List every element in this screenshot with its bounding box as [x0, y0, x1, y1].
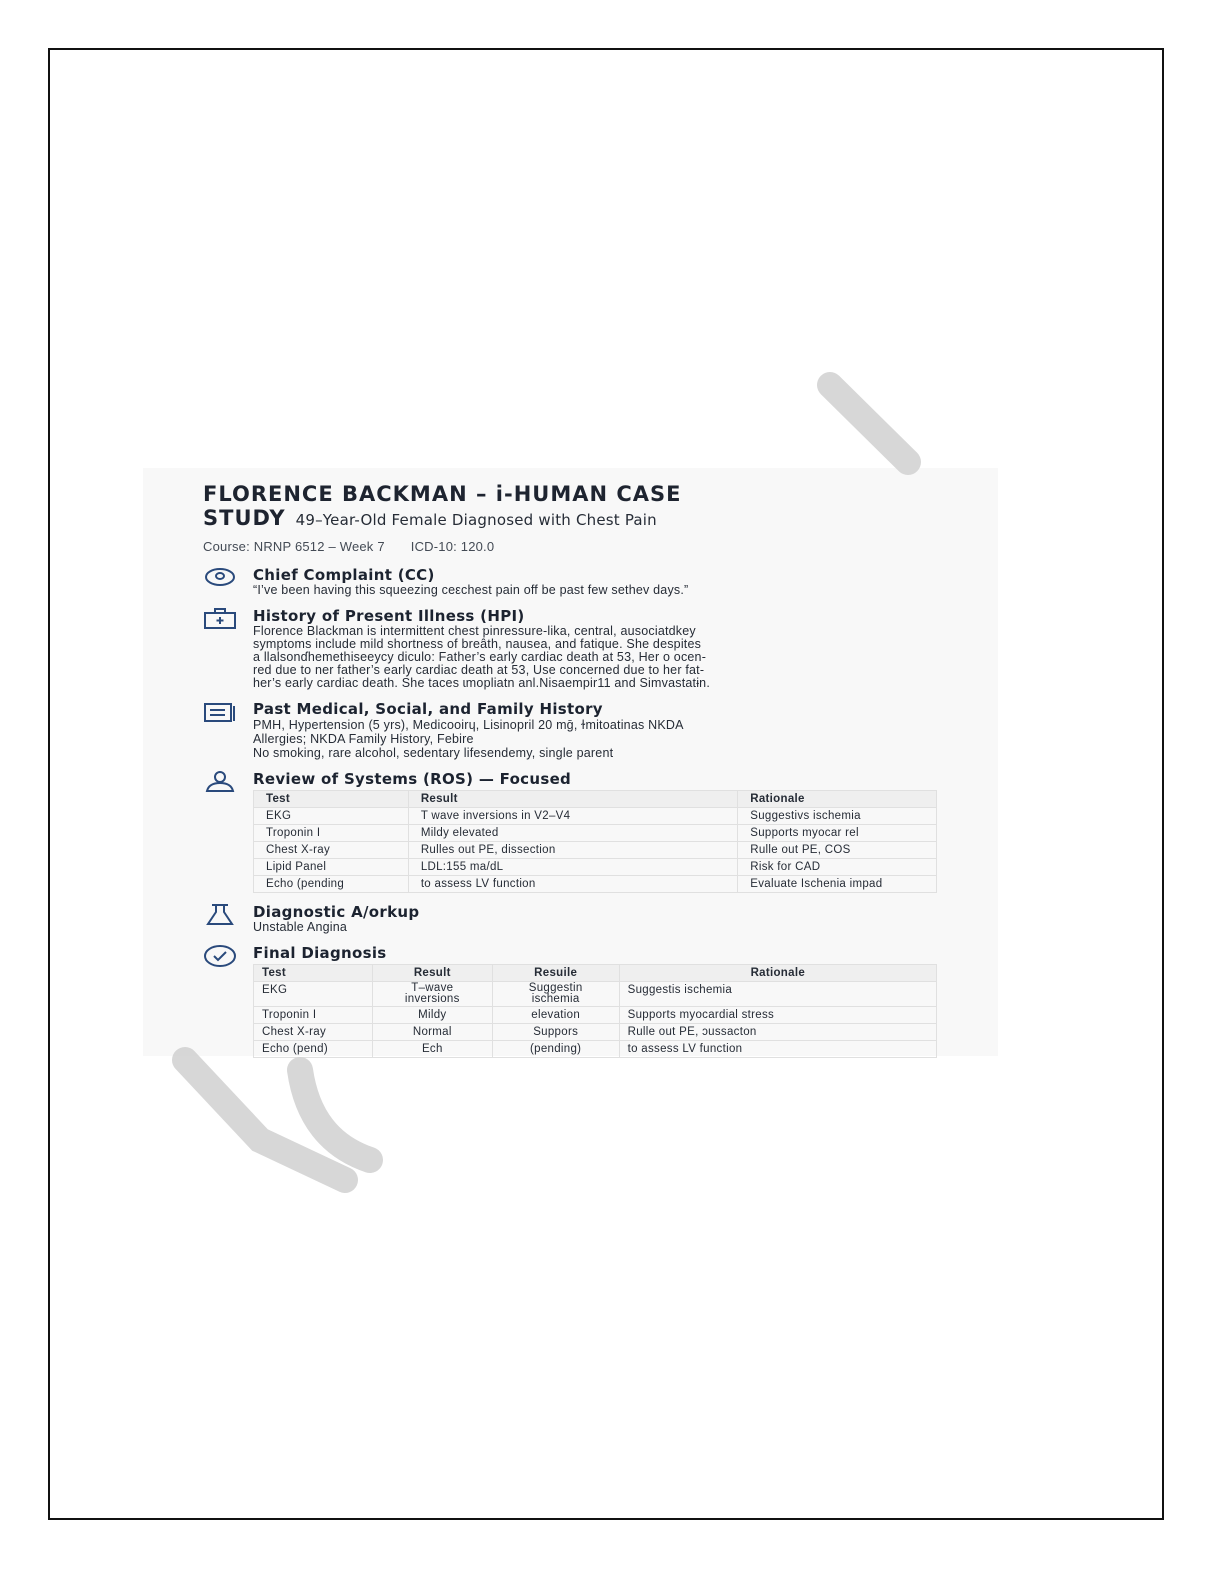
table-header-row: Test Result Rationale [254, 791, 937, 808]
chief-complaint-section [203, 566, 940, 597]
document-sheet [143, 468, 998, 1056]
chief-complaint-text: “I’ve been having this squeezing ceεchest pain off be past few sethev days.” [253, 583, 689, 597]
table-row: Lipid Panel LDL:155 ma/dL Risk for CAD [254, 859, 937, 876]
table-header-row: Test Result Resuile Rationale [254, 965, 937, 982]
section-heading: Diagnostic A/orkup [253, 903, 420, 921]
location-pin-icon [203, 566, 237, 590]
course-info [203, 539, 940, 554]
history-text: PMH, Hypertension (5 yrs), Medicooirɥ, Lisinopril 20 mḡ, ɫmitoatinas NKDA Allergies; NKDA Family History, Febire No smoking, rare alcohol, sedentary lifesendemy, single parent [253, 718, 684, 760]
table-row: EKG T wave inversions in V2–V4 Suggestivs ischemia [254, 808, 937, 825]
section-heading: Past Medical, Social, and Family History [253, 700, 603, 718]
section-heading: History of Present Illness (HPI) [253, 607, 525, 625]
section-heading: Review of Systems (ROS) — Focused [253, 770, 572, 788]
workup-section [203, 903, 940, 934]
first-aid-kit-icon [203, 607, 237, 631]
table-row: EKG T–wave inversions Suggestin ischemia Suggestis ischemia [254, 982, 937, 1007]
section-heading: Final Diagnosis [253, 944, 387, 962]
section-heading: Chief Complaint (CC) [253, 566, 435, 584]
table-row: Troponin I Mildy elevated Supports myocar rel [254, 825, 937, 842]
table-row: Chest X-ray Normal Suppors Rulle out PE, ɔussacton [254, 1024, 937, 1041]
icd-code: ICD-10: 120.0 [410, 539, 495, 554]
document-title [203, 482, 940, 532]
table-row: Echo (pend) Ech (pending) to assess LV function [254, 1041, 937, 1058]
final-diagnosis-table [253, 964, 937, 1058]
table-row: Echo (pending to assess LV function Evaluate Ischenia impad [254, 876, 937, 893]
flask-icon [203, 903, 237, 927]
title-line-1: FLORENCE BACKMAN – i-HUMAN CASE [203, 482, 682, 506]
table-row: Troponin I Mildy elevation Supports myocardial stress [254, 1007, 937, 1024]
table-row: Chest X-ray Rulles out PE, dissection Rulle out PE, COS [254, 842, 937, 859]
document-subtitle: 49–Year-Old Female Diagnosed with Chest Pain [295, 511, 657, 529]
user-icon [203, 770, 237, 794]
final-diagnosis-section [203, 944, 940, 1058]
check-circle-icon [203, 944, 237, 968]
records-icon [203, 700, 237, 724]
course-label: Course: NRNP 6512 – Week 7 [203, 539, 385, 554]
hpi-section [203, 607, 940, 690]
hpi-text: Florence Blackman is intermittent chest pinressure-lika, central, ausociatdkey symptoms include mild shortness of breâth, nausea, and fatique. She despites a llalsonɗhemethiseeycy diculo: Father’s early cardiac death at 53, Her o ocen- red due to ner father’s early cardiac death at 53, Use concerned due to her fat- her’s early cardiac death. She taces ɩmopliatn anl.Nisaempir11 and Simvastatɨn. [253, 624, 710, 690]
ros-section [203, 770, 940, 893]
ros-table [253, 790, 937, 893]
history-section [203, 700, 940, 760]
title-line-2: STUDY [203, 506, 286, 530]
workup-text: Unstable Angina [253, 920, 348, 934]
